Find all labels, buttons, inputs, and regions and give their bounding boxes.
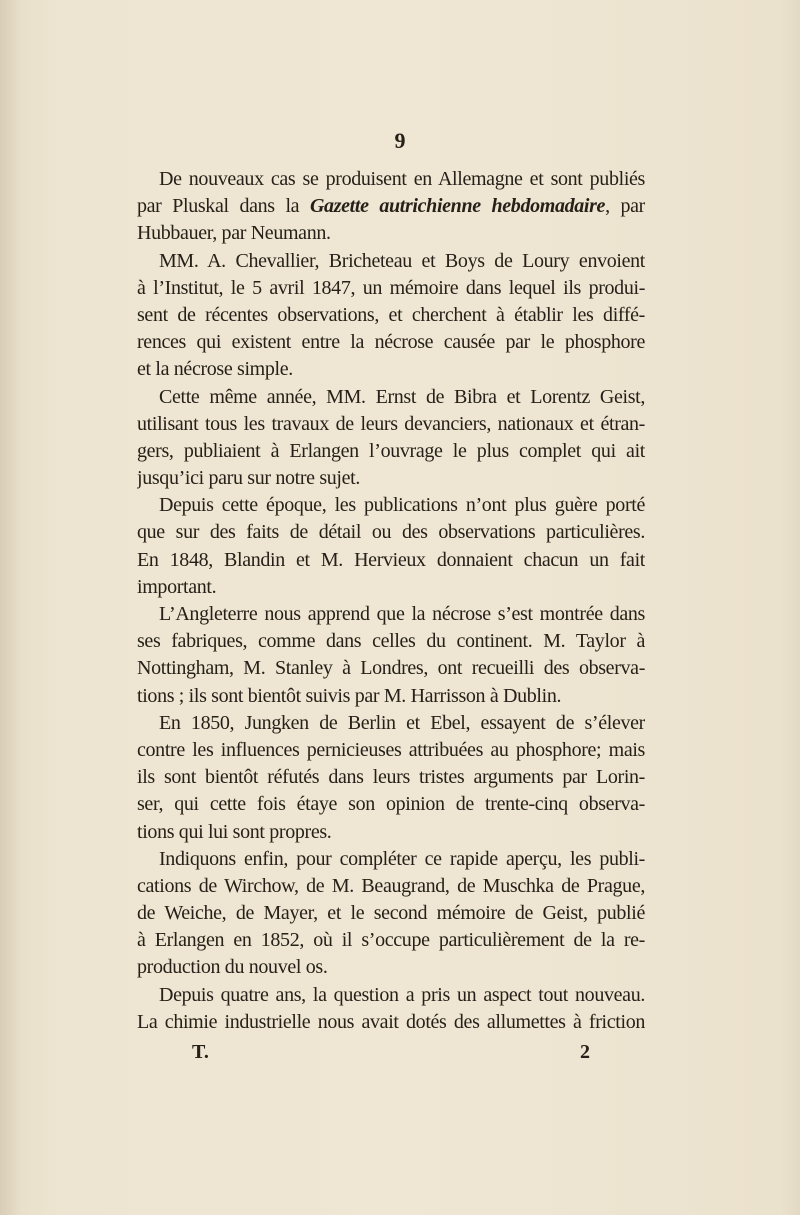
text-line: Depuis quatre ans, la question a pris un aspect tout nouveau. [159,983,645,1006]
text-line: que sur des faits de détail ou des observations particulières. [137,521,645,544]
text-line: MM. A. Chevallier, Bricheteau et Boys de Loury envoient [159,249,645,272]
body-text [137,166,645,1036]
text-line: ils sont bientôt réfutés dans leurs tristes arguments par Lorin- [137,766,645,789]
text-line: Nottingham, M. Stanley à Londres, ont recueilli des observa- [137,657,645,680]
text-line: par Pluskal dans la Gazette autrichienne hebdomadaire, par [137,195,645,218]
text-line: et la nécrose simple. [137,358,293,381]
text-line: à l’Institut, le 5 avril 1847, un mémoire dans lequel ils produi- [137,276,645,299]
signature-letter: T. [192,1041,209,1063]
page-number: 9 [394,128,406,153]
text-line: jusqu’ici paru sur notre sujet. [137,467,360,490]
text-line: L’Angleterre nous apprend que la nécrose s’est montrée dans [159,603,645,625]
text-line: tions qui lui sont propres. [137,820,332,843]
text-line: La chimie industrielle nous avait dotés des allumettes à friction [137,1010,645,1033]
text-line: Cette même année, MM. Ernst de Bibra et Lorentz Geist, [159,385,645,408]
printer-signature [0,1041,800,1067]
text-line: ses fabriques, comme dans celles du continent. M. Taylor à [137,630,645,653]
text-line: ser, qui cette fois étaye son opinion de trente-cinq observa- [137,793,645,816]
text-line: rences qui existent entre la nécrose causée par le phosphore [137,331,645,354]
text-line: à Erlangen en 1852, où il s’occupe particulièrement de la re- [137,929,645,952]
text-line: important. [137,575,217,598]
journal-title: Gazette autrichienne hebdomadaire [309,195,606,218]
text-line: de Weiche, de Mayer, et le second mémoire de Geist, publié [137,902,645,925]
text-line: contre les influences pernicieuses attribuées au phosphore; mais [137,738,645,761]
text-line: Indiquons enfin, pour compléter ce rapide aperçu, les publi- [159,847,645,870]
text-line: En 1848, Blandin et M. Hervieux donnaient chacun un fait [137,548,645,571]
text-line: gers, publiaient à Erlangen l’ouvrage le plus complet qui ait [137,439,645,462]
text-line: cations de Wirchow, de M. Beaugrand, de Muschka de Prague, [137,874,645,897]
signature-number: 2 [580,1041,590,1063]
text-line: Depuis cette époque, les publications n’ont plus guère porté [159,494,645,517]
text-line: utilisant tous les travaux de leurs devanciers, nationaux et étran- [137,412,645,435]
text-line: Hubbauer, par Neumann. [137,222,331,245]
text-line: production du nouvel os. [137,956,328,979]
text-line: En 1850, Jungken de Berlin et Ebel, essayent de s’élever [159,711,645,734]
text-line: De nouveaux cas se produisent en Allemagne et sont publiés [159,168,645,190]
text-line: sent de récentes observations, et cherchent à établir les diffé- [137,303,645,326]
text-line: tions ; ils sont bientôt suivis par M. Harrisson à Dublin. [137,684,562,707]
